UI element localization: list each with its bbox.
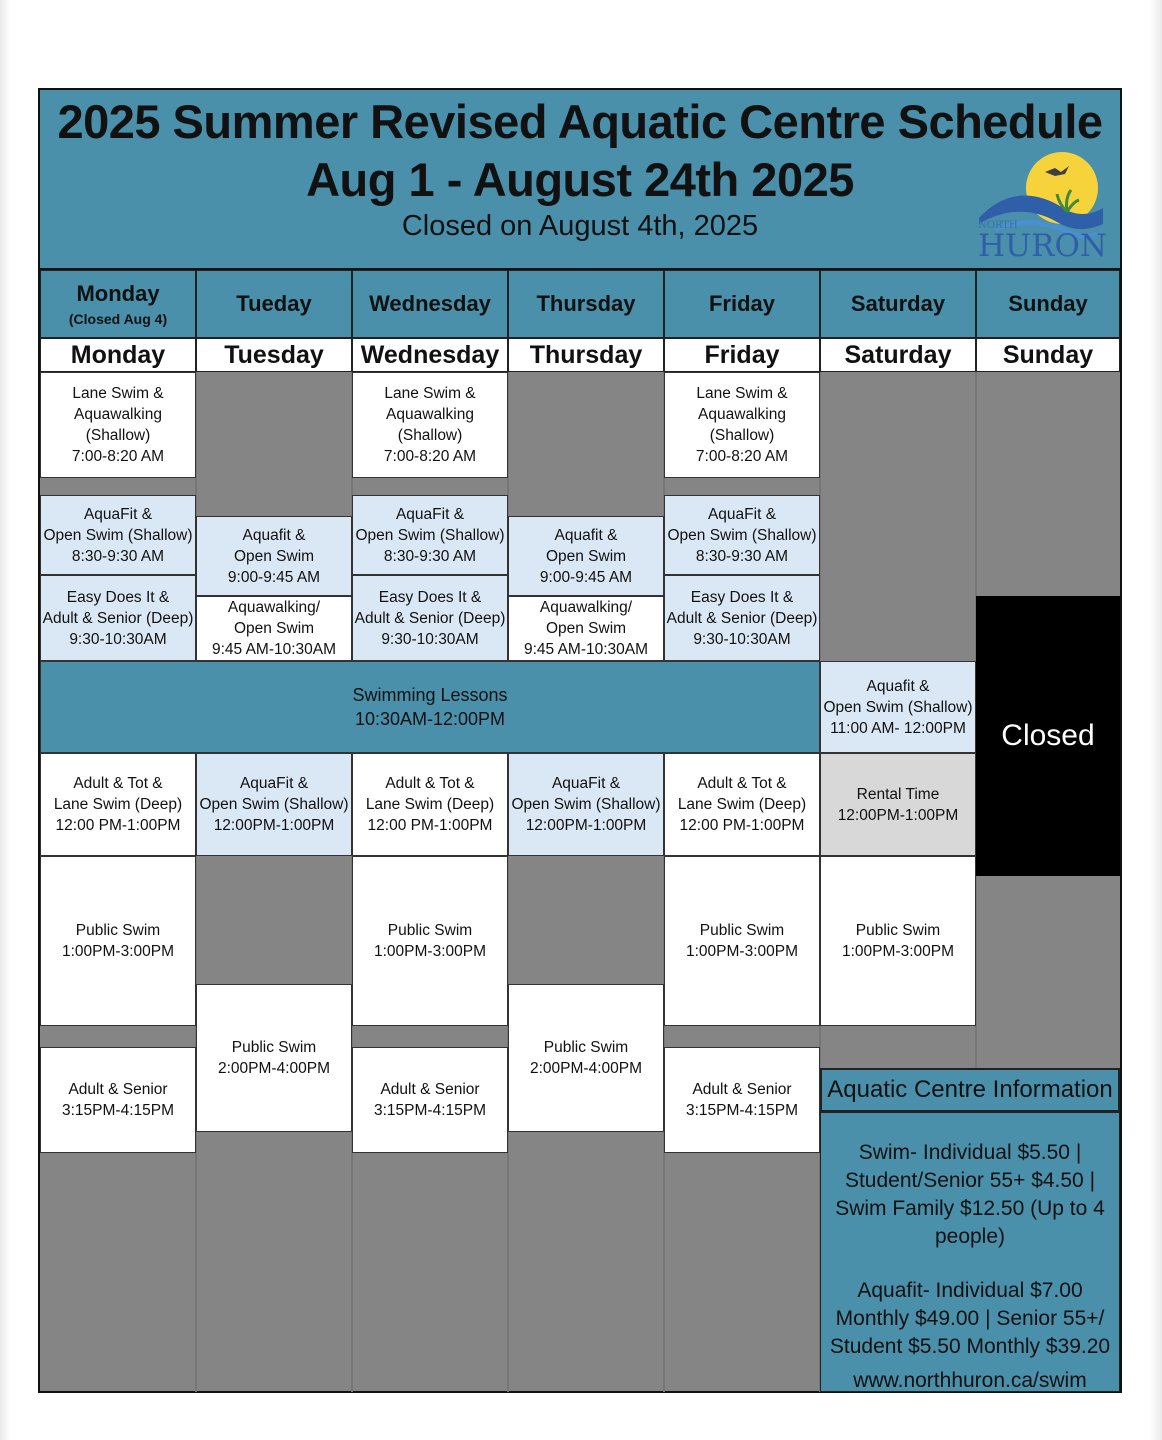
session-public-swim-wednesday: Public Swim 1:00PM-3:00PM bbox=[352, 856, 508, 1026]
closed-note: Closed on August 4th, 2025 bbox=[401, 210, 759, 242]
sunday-closed-block bbox=[976, 596, 1120, 876]
closed-label: Closed bbox=[1001, 719, 1095, 752]
session-easy-does-it-wednesday: Easy Does It & Adult & Senior (Deep) 9:30-10:30AM bbox=[352, 575, 508, 661]
day-header-label: Thursday bbox=[536, 291, 636, 316]
session-adult-tot-wednesday: Adult & Tot & Lane Swim (Deep) 12:00 PM-1:00PM bbox=[352, 753, 508, 856]
day-label-saturday: Saturday bbox=[820, 338, 976, 372]
session-aquawalking-thursday: Aquawalking/ Open Swim 9:45 AM-10:30AM bbox=[508, 596, 664, 661]
day-header-friday bbox=[664, 270, 820, 338]
day-header-monday bbox=[40, 270, 196, 338]
day-header-label: Monday bbox=[76, 281, 160, 306]
day-header-label: Sunday bbox=[1008, 291, 1088, 316]
day-header-note: (Closed Aug 4) bbox=[68, 311, 168, 327]
day-header-label: Friday bbox=[708, 291, 776, 316]
session-lane-swim-wednesday: Lane Swim & Aquawalking (Shallow) 7:00-8:20 AM bbox=[352, 372, 508, 478]
session-public-swim-thursday: Public Swim 2:00PM-4:00PM bbox=[508, 984, 664, 1132]
session-adult-tot-friday: Adult & Tot & Lane Swim (Deep) 12:00 PM-1:00PM bbox=[664, 753, 820, 856]
day-label-thursday: Thursday bbox=[508, 338, 664, 372]
day-header-label: Saturday bbox=[850, 291, 946, 316]
session-aquafit-noon-thursday: AquaFit & Open Swim (Shallow) 12:00PM-1:00PM bbox=[508, 753, 664, 856]
session-adult-senior-monday: Adult & Senior 3:15PM-4:15PM bbox=[40, 1047, 196, 1153]
info-heading: Aquatic Centre Information bbox=[820, 1068, 1120, 1112]
session-aquafit-open-thursday: Aquafit & Open Swim 9:00-9:45 AM bbox=[508, 516, 664, 596]
session-easy-does-it-friday: Easy Does It & Adult & Senior (Deep) 9:30-10:30AM bbox=[664, 575, 820, 661]
day-header-label: Tueday bbox=[236, 291, 312, 316]
session-swimming-lessons: Swimming Lessons 10:30AM-12:00PM bbox=[40, 661, 820, 753]
day-header-saturday bbox=[820, 270, 976, 338]
swim-fees: Swim- Individual $5.50 | Student/Senior 55+ $4.50 | Swim Family $12.50 (Up to 4 people) bbox=[835, 1141, 1105, 1248]
schedule-title: 2025 Summer Revised Aquatic Centre Schedule bbox=[57, 95, 1103, 148]
info-panel bbox=[820, 1112, 1120, 1392]
aquafit-fees: Aquafit- Individual $7.00 Monthly $49.00 | Senior 55+/ Student $5.50 Monthly $39.20 bbox=[829, 1279, 1111, 1358]
day-header-label: Wednesday bbox=[369, 291, 491, 316]
day-header-wednesday bbox=[352, 270, 508, 338]
session-aquafit-wednesday: AquaFit & Open Swim (Shallow) 8:30-9:30 AM bbox=[352, 495, 508, 575]
session-public-swim-tuesday: Public Swim 2:00PM-4:00PM bbox=[196, 984, 352, 1132]
day-label-sunday: Sunday bbox=[976, 338, 1120, 372]
session-aquafit-noon-tuesday: AquaFit & Open Swim (Shallow) 12:00PM-1:00PM bbox=[196, 753, 352, 856]
day-label-tuesday: Tuesday bbox=[196, 338, 352, 372]
session-aquafit-friday: AquaFit & Open Swim (Shallow) 8:30-9:30 AM bbox=[664, 495, 820, 575]
session-aquafit-monday: AquaFit & Open Swim (Shallow) 8:30-9:30 AM bbox=[40, 495, 196, 575]
day-header-tuesday bbox=[196, 270, 352, 338]
session-easy-does-it-monday: Easy Does It & Adult & Senior (Deep) 9:30-10:30AM bbox=[40, 575, 196, 661]
session-rental-saturday: Rental Time 12:00PM-1:00PM bbox=[820, 753, 976, 856]
session-public-swim-monday: Public Swim 1:00PM-3:00PM bbox=[40, 856, 196, 1026]
website-link[interactable]: www.northhuron.ca/swim bbox=[853, 1369, 1087, 1392]
session-aquafit-saturday: Aquafit & Open Swim (Shallow) 11:00 AM- 12:00PM bbox=[820, 661, 976, 753]
session-adult-senior-wednesday: Adult & Senior 3:15PM-4:15PM bbox=[352, 1047, 508, 1153]
schedule-header bbox=[40, 90, 1120, 270]
day-header-thursday bbox=[508, 270, 664, 338]
logo-small-text: NORTH bbox=[978, 220, 1018, 231]
session-lane-swim-monday: Lane Swim & Aquawalking (Shallow) 7:00-8:20 AM bbox=[40, 372, 196, 478]
session-adult-senior-friday: Adult & Senior 3:15PM-4:15PM bbox=[664, 1047, 820, 1153]
session-public-swim-friday: Public Swim 1:00PM-3:00PM bbox=[664, 856, 820, 1026]
session-public-swim-saturday: Public Swim 1:00PM-3:00PM bbox=[820, 856, 976, 1026]
day-label-monday: Monday bbox=[40, 338, 196, 372]
session-aquafit-open-tuesday: Aquafit & Open Swim 9:00-9:45 AM bbox=[196, 516, 352, 596]
day-header-sunday bbox=[976, 270, 1120, 338]
session-lane-swim-friday: Lane Swim & Aquawalking (Shallow) 7:00-8:20 AM bbox=[664, 372, 820, 478]
day-label-friday: Friday bbox=[664, 338, 820, 372]
schedule-dates: Aug 1 - August 24th 2025 bbox=[306, 153, 854, 206]
day-label-wednesday: Wednesday bbox=[352, 338, 508, 372]
session-aquawalking-tuesday: Aquawalking/ Open Swim 9:45 AM-10:30AM bbox=[196, 596, 352, 661]
session-adult-tot-monday: Adult & Tot & Lane Swim (Deep) 12:00 PM-1:00PM bbox=[40, 753, 196, 856]
logo-text: HURON bbox=[978, 228, 1108, 264]
